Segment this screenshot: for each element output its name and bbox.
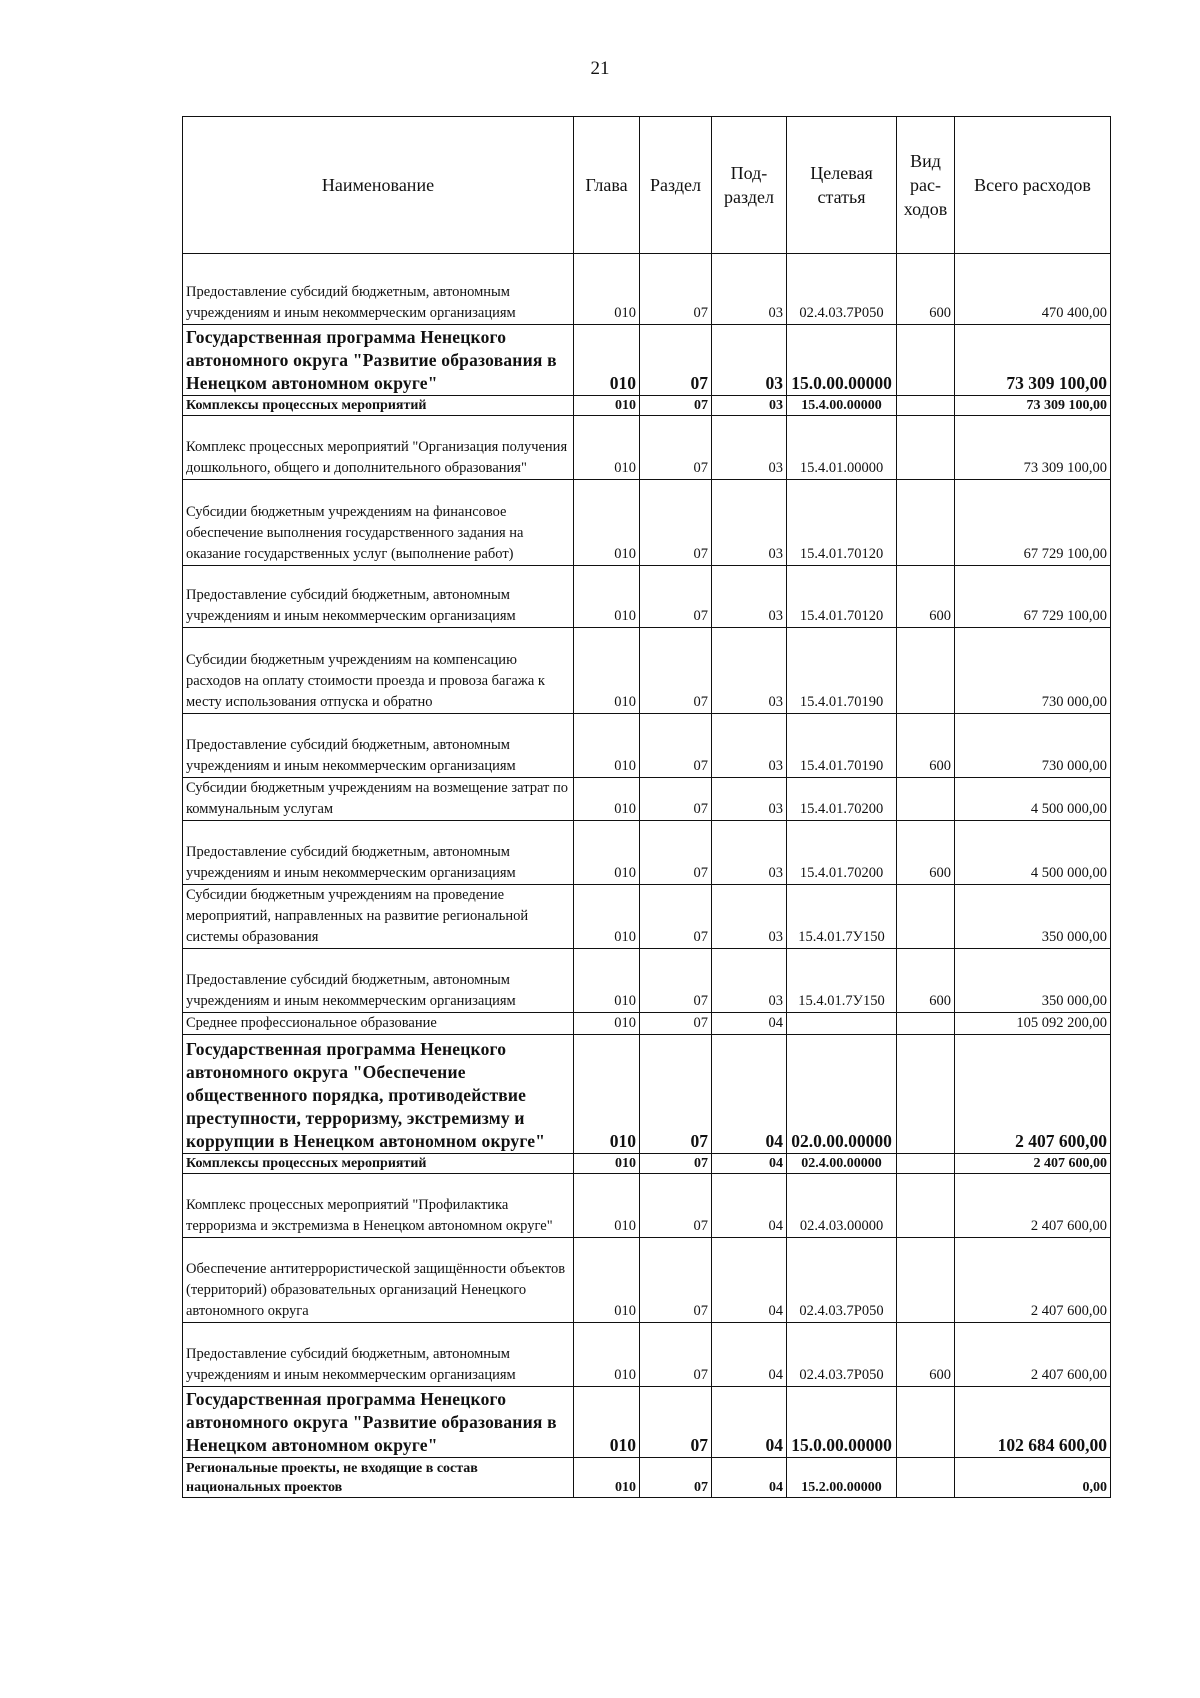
row-razdel: 07 xyxy=(640,1238,712,1323)
header-name: Наименование xyxy=(183,117,574,254)
table-row xyxy=(183,1238,1111,1323)
row-vid-rashodov xyxy=(897,885,955,949)
row-podrazdel: 04 xyxy=(712,1035,787,1154)
row-vid-rashodov xyxy=(897,1174,955,1238)
table-row xyxy=(183,885,1111,949)
row-razdel: 07 xyxy=(640,778,712,821)
row-podrazdel: 03 xyxy=(712,714,787,778)
row-vid-rashodov: 600 xyxy=(897,1323,955,1387)
row-glava: 010 xyxy=(574,778,640,821)
row-name: Обеспечение антитеррористической защищённости объектов (территорий) образовательных организаций Ненецкого автономного округа xyxy=(183,1238,574,1323)
table-row xyxy=(183,254,1111,325)
row-total: 730 000,00 xyxy=(955,628,1111,714)
row-name: Предоставление субсидий бюджетным, автономным учреждениям и иным некоммерческим организациям xyxy=(183,714,574,778)
row-celevaya-statya: 02.4.03.7Р050 xyxy=(787,1238,897,1323)
row-razdel: 07 xyxy=(640,254,712,325)
row-total: 4 500 000,00 xyxy=(955,778,1111,821)
row-glava: 010 xyxy=(574,396,640,416)
row-razdel: 07 xyxy=(640,1387,712,1458)
row-celevaya-statya: 15.4.01.7У150 xyxy=(787,949,897,1013)
header-razdel: Раздел xyxy=(640,117,712,254)
row-name: Предоставление субсидий бюджетным, автономным учреждениям и иным некоммерческим организациям xyxy=(183,821,574,885)
row-total: 73 309 100,00 xyxy=(955,325,1111,396)
row-podrazdel: 03 xyxy=(712,396,787,416)
row-razdel: 07 xyxy=(640,480,712,566)
row-podrazdel: 04 xyxy=(712,1238,787,1323)
row-razdel: 07 xyxy=(640,714,712,778)
row-vid-rashodov xyxy=(897,416,955,480)
row-podrazdel: 03 xyxy=(712,949,787,1013)
row-razdel: 07 xyxy=(640,1323,712,1387)
row-vid-rashodov xyxy=(897,1238,955,1323)
row-podrazdel: 03 xyxy=(712,778,787,821)
row-glava: 010 xyxy=(574,1154,640,1174)
row-vid-rashodov: 600 xyxy=(897,254,955,325)
row-podrazdel: 03 xyxy=(712,628,787,714)
row-total: 350 000,00 xyxy=(955,949,1111,1013)
header-podrazdel: Под-раздел xyxy=(712,117,787,254)
row-vid-rashodov: 600 xyxy=(897,949,955,1013)
row-total: 67 729 100,00 xyxy=(955,480,1111,566)
row-celevaya-statya: 02.4.03.7Р050 xyxy=(787,1323,897,1387)
table-header-row xyxy=(183,117,1111,254)
row-name: Субсидии бюджетным учреждениям на финансовое обеспечение выполнения государственного задания на оказание государственных услуг (выполнение работ) xyxy=(183,480,574,566)
row-vid-rashodov xyxy=(897,396,955,416)
row-name: Субсидии бюджетным учреждениям на компенсацию расходов на оплату стоимости проезда и провоза багажа к месту использования отпуска и обратно xyxy=(183,628,574,714)
row-vid-rashodov: 600 xyxy=(897,821,955,885)
row-glava: 010 xyxy=(574,480,640,566)
row-celevaya-statya: 15.4.01.70200 xyxy=(787,821,897,885)
row-razdel: 07 xyxy=(640,1174,712,1238)
table-row xyxy=(183,1458,1111,1498)
row-razdel: 07 xyxy=(640,949,712,1013)
row-celevaya-statya: 15.4.01.7У150 xyxy=(787,885,897,949)
row-podrazdel: 04 xyxy=(712,1013,787,1035)
row-vid-rashodov xyxy=(897,628,955,714)
table-row xyxy=(183,480,1111,566)
row-name: Предоставление субсидий бюджетным, автономным учреждениям и иным некоммерческим организациям xyxy=(183,949,574,1013)
row-glava: 010 xyxy=(574,1238,640,1323)
row-name: Субсидии бюджетным учреждениям на проведение мероприятий, направленных на развитие региональной системы образования xyxy=(183,885,574,949)
row-name: Субсидии бюджетным учреждениям на возмещение затрат по коммунальным услугам xyxy=(183,778,574,821)
row-glava: 010 xyxy=(574,1458,640,1498)
row-total: 350 000,00 xyxy=(955,885,1111,949)
row-name: Комплексы процессных мероприятий xyxy=(183,396,574,416)
row-glava: 010 xyxy=(574,1013,640,1035)
row-total: 102 684 600,00 xyxy=(955,1387,1111,1458)
row-glava: 010 xyxy=(574,325,640,396)
table-row xyxy=(183,1323,1111,1387)
header-total: Всего расходов xyxy=(955,117,1111,254)
table-row xyxy=(183,949,1111,1013)
row-podrazdel: 03 xyxy=(712,416,787,480)
row-celevaya-statya: 02.4.03.7Р050 xyxy=(787,254,897,325)
header-celevaya-statya: Целевая статья xyxy=(787,117,897,254)
row-name: Предоставление субсидий бюджетным, автономным учреждениям и иным некоммерческим организациям xyxy=(183,254,574,325)
row-glava: 010 xyxy=(574,949,640,1013)
row-razdel: 07 xyxy=(640,885,712,949)
row-podrazdel: 04 xyxy=(712,1387,787,1458)
row-total: 0,00 xyxy=(955,1458,1111,1498)
page-number: 21 xyxy=(590,58,610,79)
row-razdel: 07 xyxy=(640,1458,712,1498)
table-row xyxy=(183,628,1111,714)
row-celevaya-statya: 15.4.01.70200 xyxy=(787,778,897,821)
table-row xyxy=(183,396,1111,416)
row-razdel: 07 xyxy=(640,1154,712,1174)
table-row xyxy=(183,1035,1111,1154)
table-row xyxy=(183,1013,1111,1035)
row-podrazdel: 03 xyxy=(712,254,787,325)
row-celevaya-statya: 15.0.00.00000 xyxy=(787,325,897,396)
table-row xyxy=(183,714,1111,778)
row-glava: 010 xyxy=(574,1387,640,1458)
row-razdel: 07 xyxy=(640,1013,712,1035)
row-total: 2 407 600,00 xyxy=(955,1174,1111,1238)
row-total: 470 400,00 xyxy=(955,254,1111,325)
table-row xyxy=(183,1174,1111,1238)
row-podrazdel: 03 xyxy=(712,821,787,885)
row-vid-rashodov xyxy=(897,1387,955,1458)
table-row xyxy=(183,1387,1111,1458)
row-total: 2 407 600,00 xyxy=(955,1035,1111,1154)
row-name: Предоставление субсидий бюджетным, автономным учреждениям и иным некоммерческим организациям xyxy=(183,566,574,628)
row-vid-rashodov xyxy=(897,1035,955,1154)
row-celevaya-statya: 15.4.01.70120 xyxy=(787,480,897,566)
row-total: 105 092 200,00 xyxy=(955,1013,1111,1035)
table-row xyxy=(183,821,1111,885)
row-glava: 010 xyxy=(574,566,640,628)
table-row xyxy=(183,566,1111,628)
row-name: Комплекс процессных мероприятий "Организация получения дошкольного, общего и дополнительного образования" xyxy=(183,416,574,480)
row-celevaya-statya: 15.4.01.00000 xyxy=(787,416,897,480)
row-razdel: 07 xyxy=(640,566,712,628)
row-glava: 010 xyxy=(574,254,640,325)
row-celevaya-statya: 02.0.00.00000 xyxy=(787,1035,897,1154)
row-total: 73 309 100,00 xyxy=(955,416,1111,480)
row-podrazdel: 04 xyxy=(712,1323,787,1387)
row-total: 67 729 100,00 xyxy=(955,566,1111,628)
row-name: Комплекс процессных мероприятий "Профилактика терроризма и экстремизма в Ненецком автономном округе" xyxy=(183,1174,574,1238)
row-celevaya-statya: 15.4.01.70190 xyxy=(787,628,897,714)
row-glava: 010 xyxy=(574,1035,640,1154)
row-vid-rashodov xyxy=(897,1458,955,1498)
row-total: 2 407 600,00 xyxy=(955,1154,1111,1174)
row-total: 730 000,00 xyxy=(955,714,1111,778)
row-name: Государственная программа Ненецкого автономного округа "Развитие образования в Ненецком автономном округе" xyxy=(183,325,574,396)
row-celevaya-statya: 02.4.00.00000 xyxy=(787,1154,897,1174)
row-vid-rashodov: 600 xyxy=(897,566,955,628)
row-podrazdel: 03 xyxy=(712,480,787,566)
row-celevaya-statya: 15.4.01.70120 xyxy=(787,566,897,628)
row-vid-rashodov xyxy=(897,1154,955,1174)
row-celevaya-statya: 15.4.00.00000 xyxy=(787,396,897,416)
row-vid-rashodov xyxy=(897,325,955,396)
row-vid-rashodov xyxy=(897,778,955,821)
row-name: Комплексы процессных мероприятий xyxy=(183,1154,574,1174)
row-podrazdel: 04 xyxy=(712,1458,787,1498)
header-vid-rashodov: Вид рас-ходов xyxy=(897,117,955,254)
row-total: 2 407 600,00 xyxy=(955,1323,1111,1387)
table-row xyxy=(183,325,1111,396)
header-glava: Глава xyxy=(574,117,640,254)
row-vid-rashodov: 600 xyxy=(897,714,955,778)
row-celevaya-statya: 15.2.00.00000 xyxy=(787,1458,897,1498)
table-row xyxy=(183,1154,1111,1174)
row-glava: 010 xyxy=(574,1323,640,1387)
row-podrazdel: 04 xyxy=(712,1154,787,1174)
row-name: Государственная программа Ненецкого автономного округа "Обеспечение общественного порядка, противодействие преступности, терроризму, экстремизму и коррупции в Ненецком автономном округе" xyxy=(183,1035,574,1154)
table-row xyxy=(183,778,1111,821)
table-row xyxy=(183,416,1111,480)
row-name: Среднее профессиональное образование xyxy=(183,1013,574,1035)
row-vid-rashodov xyxy=(897,480,955,566)
row-name: Предоставление субсидий бюджетным, автономным учреждениям и иным некоммерческим организациям xyxy=(183,1323,574,1387)
row-podrazdel: 03 xyxy=(712,325,787,396)
row-celevaya-statya: 02.4.03.00000 xyxy=(787,1174,897,1238)
row-glava: 010 xyxy=(574,1174,640,1238)
row-vid-rashodov xyxy=(897,1013,955,1035)
row-total: 73 309 100,00 xyxy=(955,396,1111,416)
row-glava: 010 xyxy=(574,821,640,885)
row-glava: 010 xyxy=(574,885,640,949)
row-razdel: 07 xyxy=(640,396,712,416)
row-razdel: 07 xyxy=(640,628,712,714)
row-glava: 010 xyxy=(574,416,640,480)
row-total: 4 500 000,00 xyxy=(955,821,1111,885)
row-glava: 010 xyxy=(574,628,640,714)
row-name: Региональные проекты, не входящие в состав национальных проектов xyxy=(183,1458,574,1498)
row-podrazdel: 03 xyxy=(712,566,787,628)
row-podrazdel: 04 xyxy=(712,1174,787,1238)
row-celevaya-statya xyxy=(787,1013,897,1035)
row-podrazdel: 03 xyxy=(712,885,787,949)
row-razdel: 07 xyxy=(640,325,712,396)
row-celevaya-statya: 15.0.00.00000 xyxy=(787,1387,897,1458)
row-razdel: 07 xyxy=(640,1035,712,1154)
row-razdel: 07 xyxy=(640,416,712,480)
row-total: 2 407 600,00 xyxy=(955,1238,1111,1323)
row-celevaya-statya: 15.4.01.70190 xyxy=(787,714,897,778)
row-razdel: 07 xyxy=(640,821,712,885)
budget-table xyxy=(182,116,1111,1498)
row-name: Государственная программа Ненецкого автономного округа "Развитие образования в Ненецком автономном округе" xyxy=(183,1387,574,1458)
row-glava: 010 xyxy=(574,714,640,778)
